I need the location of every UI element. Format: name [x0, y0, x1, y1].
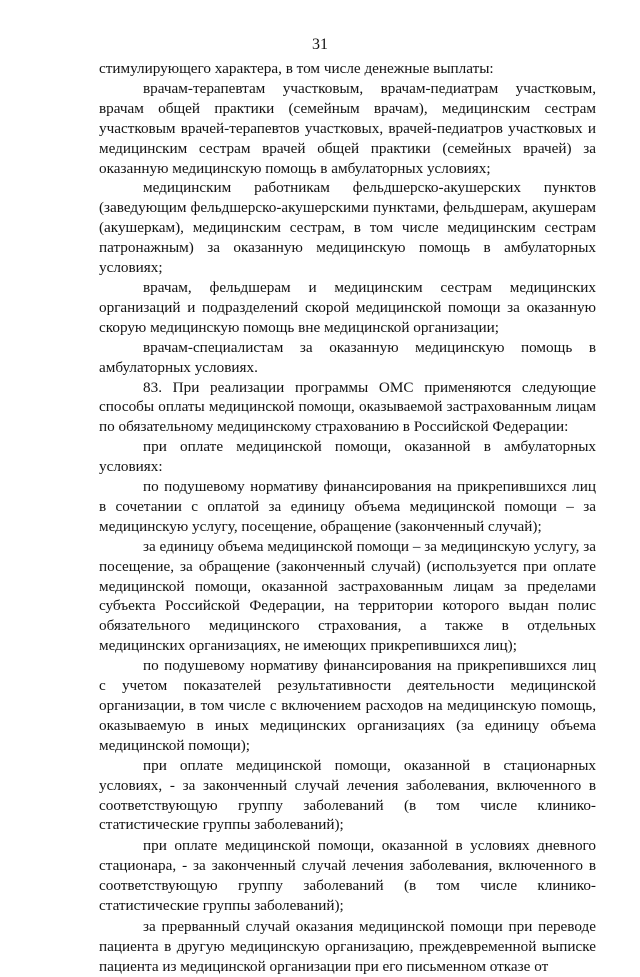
paragraph: за прерванный случай оказания медицинской помощи при переводе пациента в другую медицинскую организацию, преждевременной выписке пациента из медицинской организации при его письменном отказе от: [99, 917, 596, 975]
paragraph: при оплате медицинской помощи, оказанной в условиях дневного стационара, - за законченный случай лечения заболевания, включенного в соответствующую группу заболеваний (в том числе клинико-статистические группы заболеваний);: [99, 837, 596, 915]
paragraph: при оплате медицинской помощи, оказанной в стационарных условиях, - за законченный случай лечения заболевания, включенного в соответствующую группу заболеваний (в том числе клинико-статистические группы заболеваний);: [99, 756, 596, 834]
paragraph: стимулирующего характера, в том числе денежные выплаты:: [99, 60, 494, 77]
paragraph: по подушевому нормативу финансирования на прикрепившихся лиц с учетом показателей результативности деятельности медицинской организации, в том числе с включением расходов на медицинскую помощь, оказываемую в иных медицинских организациях (за единицу объема медицинской помощи);: [99, 657, 596, 754]
paragraph: врачам-специалистам за оказанную медицинскую помощь в амбулаторных условиях.: [99, 338, 596, 376]
paragraph: 83. При реализации программы ОМС применяются следующие способы оплаты медицинской помощи, оказываемой застрахованным лицам по обязательному медицинскому страхованию в Российской Федерации:: [99, 378, 596, 436]
paragraph: врачам, фельдшерам и медицинским сестрам медицинских организаций и подразделений скорой медицинской помощи за оказанную скорую медицинскую помощь вне медицинской организации;: [99, 278, 596, 336]
document-body: [99, 59, 596, 977]
paragraph: врачам-терапевтам участковым, врачам-педиатрам участковым, врачам общей практики (семейным врачам), медицинским сестрам участковым врачей-терапевтов участковых, врачей-педиатров участковых и медицинским сестрам врачей общей практики (семейных врачей) за оказанную медицинскую помощь в амбулаторных условиях;: [99, 79, 596, 177]
paragraph: по подушевому нормативу финансирования на прикрепившихся лиц в сочетании с оплатой за единицу объема медицинской помощи – за медицинскую услугу, посещение, обращение (законченный случай);: [99, 478, 596, 535]
paragraph: за единицу объема медицинской помощи – за медицинскую услугу, за посещение, за обращение (законченный случай) (используется при оплате медицинской помощи, оказанной застрахованным лицам за пределами субъекта Российской Федерации, на территории которого выдан полис обязательного медицинского страхования, а также в отдельных медицинских организациях, не имеющих прикрепившихся лиц);: [99, 537, 596, 655]
paragraph: медицинским работникам фельдшерско-акушерских пунктов (заведующим фельдшерско-акушерскими пунктами, фельдшерам, акушерам (акушеркам), медицинским сестрам, в том числе медицинским сестрам патронажным) за оказанную медицинскую помощь в амбулаторных условиях;: [99, 179, 596, 277]
page-number: 31: [312, 36, 328, 53]
paragraph: при оплате медицинской помощи, оказанной в амбулаторных условиях:: [99, 438, 596, 476]
